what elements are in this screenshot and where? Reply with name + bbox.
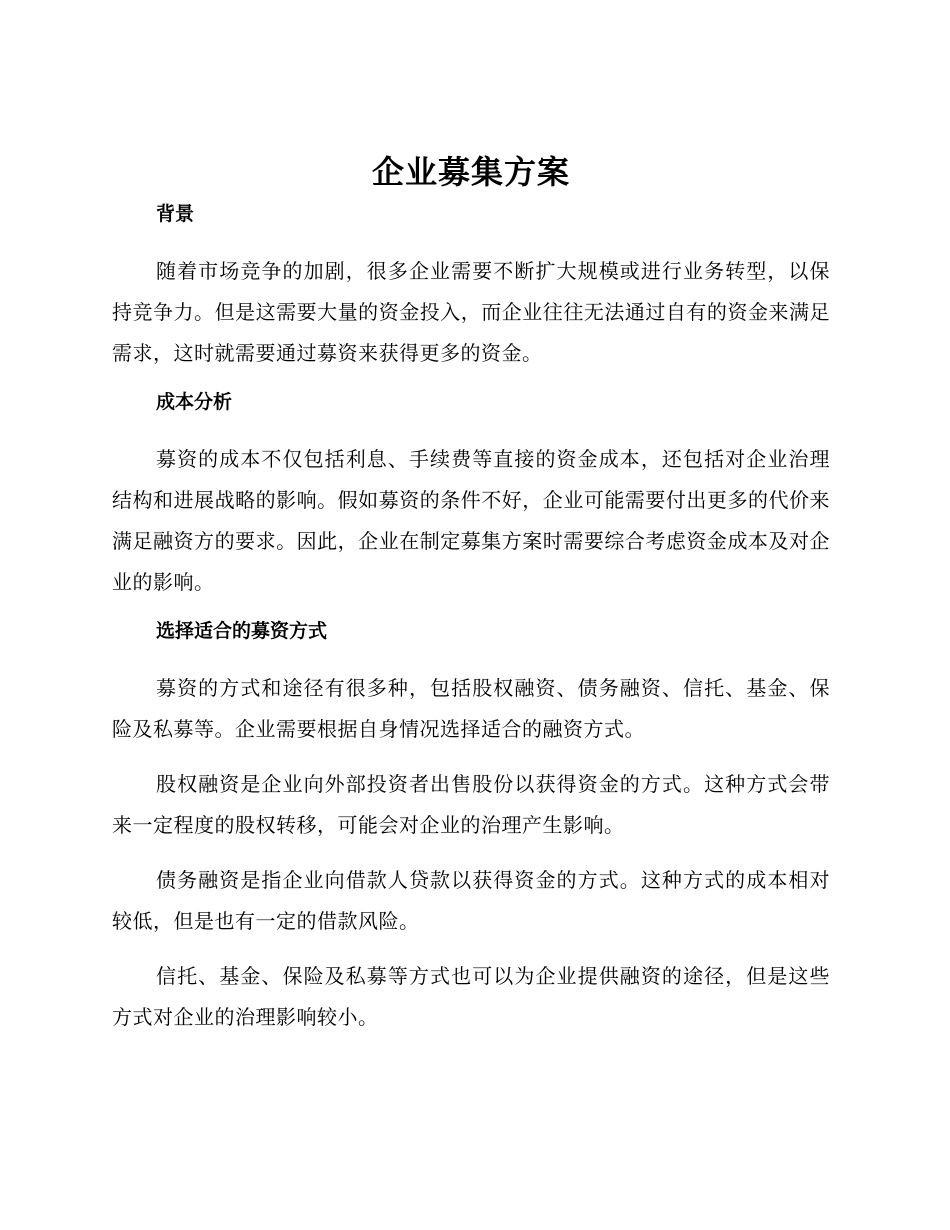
section-heading-background: 背景	[156, 203, 195, 225]
document-title: 企业募集方案	[371, 153, 570, 191]
section-heading-cost-analysis: 成本分析	[156, 391, 233, 413]
paragraph: 募资的成本不仅包括利息、手续费等直接的资金成本，还包括对企业治理结构和进展战略的影响。假如募资的条件不好，企业可能需要付出更多的代价来满足融资方的要求。因此，企业在制定募集方案时需要综合考虑资金成本及对企业的影响。	[112, 447, 830, 594]
paragraph: 股权融资是企业向外部投资者出售股份以获得资金的方式。这种方式会带来一定程度的股权转移，可能会对企业的治理产生影响。	[112, 772, 830, 837]
paragraph: 信托、基金、保险及私募等方式也可以为企业提供融资的途径，但是这些方式对企业的治理影响较小。	[112, 964, 830, 1029]
document-page	[112, 150, 830, 1038]
section-heading-funding-methods: 选择适合的募资方式	[156, 620, 328, 642]
paragraph: 随着市场竞争的加剧，很多企业需要不断扩大规模或进行业务转型，以保持竞争力。但是这需要大量的资金投入，而企业往往无法通过自有的资金来满足需求，这时就需要通过募资来获得更多的资金。	[112, 259, 830, 365]
paragraph: 债务融资是指企业向借款人贷款以获得资金的方式。这种方式的成本相对较低，但是也有一定的借款风险。	[112, 868, 830, 933]
paragraph: 募资的方式和途径有很多种，包括股权融资、债务融资、信托、基金、保险及私募等。企业需要根据自身情况选择适合的融资方式。	[112, 676, 830, 741]
